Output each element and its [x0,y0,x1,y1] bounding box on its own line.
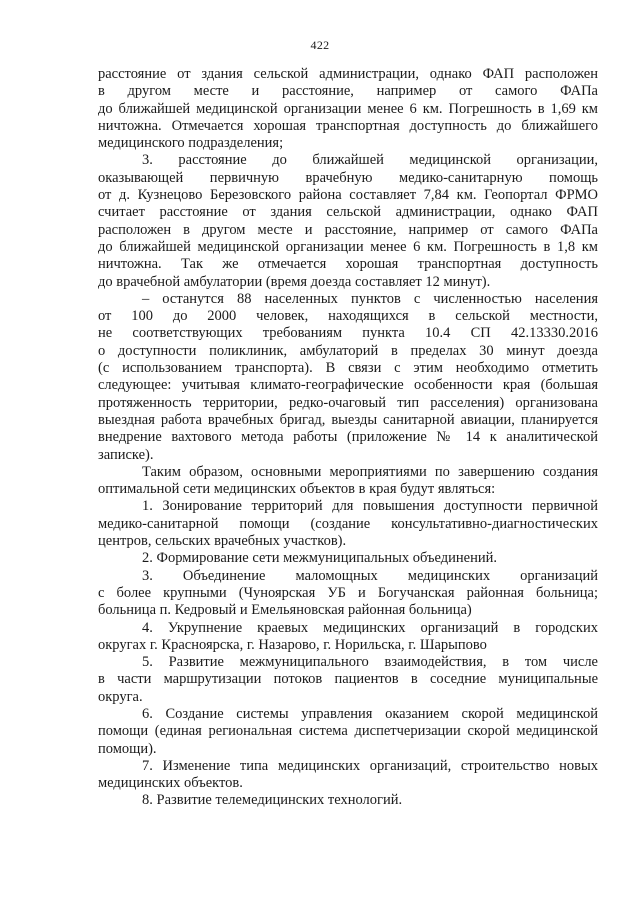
text-line: ничтожна. Так же отмечается хорошая транспортная доступность [98,256,598,273]
paragraph [98,620,598,655]
document-body [98,66,598,810]
text-line: от 100 до 2000 человек, находящихся в сельской местности, [98,308,598,325]
text-line: округа. [98,688,143,705]
paragraph [98,568,598,620]
paragraph [98,654,598,706]
paragraph [98,66,598,152]
text-line: расстояние от здания сельской администрации, однако ФАП расположен [98,66,598,82]
text-line: Таким образом, основными мероприятиями по завершению создания [142,463,598,480]
text-line: 3. расстояние до ближайшей медицинской организации, [142,152,598,169]
paragraph [98,152,598,290]
text-line: считает расстояние от здания сельской администрации, однако ФАП [98,204,598,221]
text-line: расположен в другом месте и расстояние, например от самого ФАПа [98,221,598,238]
paragraph [98,792,598,809]
text-line: 4. Укрупнение краевых медицинских организаций в городских [142,619,598,636]
text-line: записке). [98,446,154,463]
paragraph [98,550,598,567]
paragraph [98,464,598,499]
page-number: 422 [310,38,330,52]
text-line: от д. Кузнецово Березовского района составляет 7,84 км. Геопортал ФРМО [98,187,598,204]
text-line: больница п. Кедровый и Емельяновская районная больница) [98,602,472,619]
text-line: 5. Развитие межмуниципального взаимодействия, в том числе [142,654,598,671]
text-line: в другом месте и расстояние, например от самого ФАПа [98,83,598,100]
text-line: центров, сельских врачебных участков). [98,533,347,550]
text-line: оптимальной сети медицинских объектов в края будут являться: [98,481,496,498]
text-line: о доступности поликлиник, амбулаторий в пределах 30 минут доезда [98,342,598,359]
paragraph [98,498,598,550]
text-line: медицинских объектов. [98,775,243,792]
text-line: оказывающей первичную врачебную медико-санитарную помощь [98,169,598,186]
text-line: 3. Объединение маломощных медицинских организаций [142,567,598,584]
text-line: 8. Развитие телемедицинских технологий. [142,792,403,809]
text-line: 6. Создание системы управления оказанием скорой медицинской [142,705,598,722]
text-line: медицинского подразделения; [98,135,284,152]
text-line: медико-санитарной помощи (создание консультативно-диагностических [98,515,598,532]
text-line: не соответствующих требованиям пункта 10.4 СП 42.13330.2016 [98,325,598,342]
text-line: – останутся 88 населенных пунктов с численностью населения [142,290,598,307]
text-line: следующее: учитывая климато-географические особенности края (большая [98,377,598,394]
text-line: помощи (единая региональная система диспетчеризации скорой медицинской [98,723,598,740]
text-line: до ближайшей медицинской организации менее 6 км. Погрешность в 1,69 км [98,100,598,117]
text-line: округах г. Красноярска, г. Назарово, г. Норильска, г. Шарыпово [98,636,487,653]
paragraph [98,758,598,793]
text-line: до врачебной амбулатории (время доезда составляет 12 минут). [98,273,491,290]
text-line: внедрение вахтового метода работы (приложение № 14 к аналитической [98,429,598,446]
paragraph [98,706,598,758]
text-line: помощи). [98,740,157,757]
text-line: выездная работа врачебных бригад, выезды санитарной авиации, планируется [98,411,598,428]
text-line: (с использованием транспорта). В связи с этим необходимо отметить [98,360,598,377]
text-line: в части маршрутизации потоков пациентов в соседние муниципальные [98,671,598,688]
text-line: с более крупными (Чуноярская УБ и Богучанская районная больница; [98,584,598,601]
text-line: до ближайшей медицинской организации менее 6 км. Погрешность в 1,8 км [98,238,598,255]
paragraph [98,291,598,464]
text-line: 1. Зонирование территорий для повышения доступности первичной [142,498,598,515]
text-line: протяженность территории, редко-очаговый тип расселения) организована [98,394,598,411]
text-line: 7. Изменение типа медицинских организаций, строительство новых [142,757,598,774]
text-line: 2. Формирование сети межмуниципальных объединений. [142,550,498,567]
text-line: ничтожна. Отмечается хорошая транспортная доступность до ближайшего [98,117,598,134]
